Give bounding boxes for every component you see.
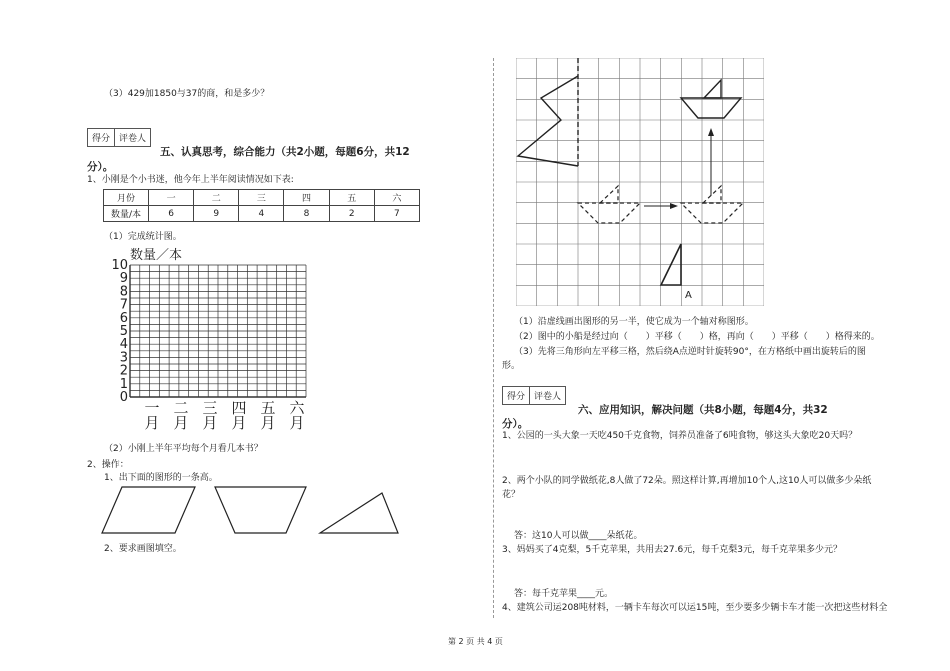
table-row [104, 206, 420, 222]
table-cell: 7 [374, 206, 419, 222]
table-cell: 6 [149, 206, 194, 222]
table-cell: 2 [329, 206, 374, 222]
chart-y-ticks [111, 258, 128, 405]
chart-x-label-top: 六 [289, 399, 305, 417]
section-6-title: 六、应用知识，解决问题（共8小题，每题4分，共32 [578, 404, 828, 416]
chart-y-tick: 1 [119, 376, 128, 392]
grid-figure [516, 58, 764, 306]
score-label: 得分 [503, 387, 530, 404]
page-footer: 第 2 页 共 4 页 [448, 637, 503, 646]
table-cell: 四 [284, 190, 329, 206]
section-6-title-cont: 分）。 [502, 418, 529, 430]
problem-2-cont: 花？ [502, 490, 521, 500]
chart-x-label-bottom: 月 [231, 414, 247, 430]
grid-question-2: （2）图中的小船是经过向（ ）平移（ ）格，再向（ ）平移（ ）格得来的。 [514, 332, 880, 342]
chart-x-label-top: 五 [260, 399, 276, 417]
grid-question-3: （3）先将三角形向左平移三格，然后绕A点逆时针旋转90°，在方格纸中画出旋转后的图 [514, 347, 866, 357]
arrow-right-head [670, 203, 678, 209]
grid-question-3-cont: 形。 [502, 361, 521, 371]
half-figure [518, 76, 578, 166]
shapes-for-height [100, 485, 400, 540]
boat-top [681, 98, 741, 118]
square-grid [516, 58, 764, 306]
chart-y-label: 数量／本 [130, 248, 183, 263]
table-cell: 一 [149, 190, 194, 206]
chart-x-label-top: 三 [202, 399, 218, 417]
point-a-label: A [685, 290, 692, 301]
sub-question-1: （1）完成统计图。 [104, 232, 182, 242]
table-cell: 六 [374, 190, 419, 206]
problem-2: 2、两个小队的同学做纸花,8人做了72朵。照这样计算,再增加10个人,这10人可以做多少朵纸 [502, 476, 872, 486]
trapezoid-shape [215, 487, 306, 533]
chart-y-tick: 6 [119, 310, 128, 326]
table-header-label: 月份 [104, 190, 149, 206]
problem-2-answer: 答：这10人可以做____朵纸花。 [514, 531, 643, 541]
chart-y-tick: 5 [119, 324, 128, 339]
reading-table [103, 189, 420, 222]
question-2-2: 2、要求画图填空。 [104, 544, 182, 554]
chart-x-label-top: 一 [144, 399, 160, 417]
chart-y-tick: 2 [119, 363, 128, 379]
score-label: 得分 [88, 129, 115, 146]
score-box-right [502, 386, 566, 405]
boat-right-sail-dashed [703, 186, 721, 203]
grid-question-1: （1）沿虚线画出图形的另一半，使它成为一个轴对称图形。 [514, 317, 754, 327]
table-cell: 9 [194, 206, 239, 222]
sub-question-2: （2）小刚上半年平均每个月看几本书？ [104, 444, 263, 454]
parallelogram-shape [102, 487, 195, 533]
question-2-1: 1、出下面的图形的一条高。 [104, 473, 218, 483]
chart-y-tick: 3 [119, 350, 128, 366]
chart-x-label-bottom: 月 [173, 414, 189, 430]
problem-3: 3、妈妈买了4克梨，5千克苹果，共用去27.6元，每千克梨3元，每千克苹果多少元？ [502, 545, 842, 555]
chart-y-tick: 9 [119, 271, 128, 287]
table-cell: 4 [239, 206, 284, 222]
chart-x-label-bottom: 月 [144, 414, 160, 430]
boat-left-dashed [578, 203, 640, 223]
arrow-up-head [708, 128, 714, 136]
table-cell: 二 [194, 190, 239, 206]
section-5-title-cont: 分）。 [87, 161, 114, 173]
problem-1: 1、公园的一头大象一天吃450千克食物，饲养员准备了6吨食物，够这头大象吃20天吗？ [502, 431, 858, 441]
chart-y-tick: 8 [119, 284, 128, 300]
chart-y-tick: 7 [119, 297, 128, 313]
table-cell: 三 [239, 190, 284, 206]
grader-label: 评卷人 [534, 392, 562, 402]
section-5-title: 五、认真思考，综合能力（共2小题，每题6分，共12 [160, 146, 410, 158]
table-row [104, 190, 420, 206]
chart-x-labels [144, 399, 305, 430]
chart-x-label-bottom: 月 [289, 414, 305, 430]
problem-3-answer: 答：每千克苹果____元。 [514, 589, 614, 599]
table-row-label: 数量/本 [104, 206, 149, 222]
triangle-shape [320, 493, 398, 533]
question-3-text: （3）429加1850与37的商，和是多少？ [104, 89, 270, 99]
chart-y-tick: 4 [119, 337, 128, 353]
chart-y-tick: 10 [111, 258, 128, 273]
chart-grid [130, 265, 306, 397]
chart-x-label-top: 四 [231, 399, 247, 417]
table-cell: 五 [329, 190, 374, 206]
question-1-intro: 1、小刚是个小书迷，他今年上半年阅读情况如下表: [87, 175, 294, 185]
problem-4: 4、建筑公司运208吨材料，一辆卡车每次可以运15吨，至少要多少辆卡车才能一次把这些材料全 [502, 603, 888, 613]
chart-x-label-bottom: 月 [260, 414, 276, 430]
question-2: 2、操作： [87, 460, 129, 470]
grader-label: 评卷人 [119, 134, 147, 144]
chart-y-tick: 0 [119, 390, 128, 405]
table-cell: 8 [284, 206, 329, 222]
boat-left-sail-dashed [600, 186, 618, 203]
chart-x-label-top: 二 [173, 399, 189, 417]
column-divider [493, 58, 494, 618]
blank-stat-chart [100, 240, 320, 430]
score-box-left [87, 128, 151, 147]
boat-right-dashed [681, 203, 743, 223]
chart-x-label-bottom: 月 [202, 414, 218, 430]
boat-top-sail [704, 80, 721, 98]
